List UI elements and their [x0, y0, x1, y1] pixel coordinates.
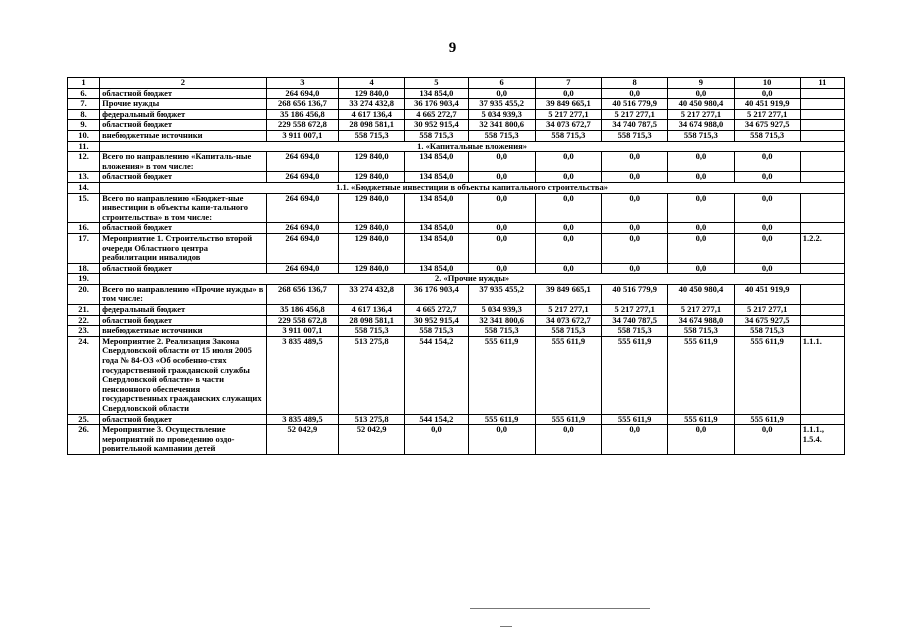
value-cell: 229 558 672,8	[266, 315, 338, 326]
budget-table	[67, 77, 845, 455]
value-cell: 0,0	[734, 263, 800, 274]
row-number: 16.	[68, 223, 100, 234]
value-cell: 0,0	[535, 88, 601, 99]
value-cell: 40 516 779,9	[602, 284, 668, 304]
row-number: 21.	[68, 305, 100, 316]
value-cell: 0,0	[535, 223, 601, 234]
value-cell: 0,0	[602, 193, 668, 223]
value-cell: 0,0	[468, 233, 535, 263]
row-name: Мероприятие 2. Реализация Закона Свердловской области от 15 июля 2005 года № 84-ОЗ «Об особенно-стях государственной гражданской службы Свердловской области» в части пенсионного обеспечения государственных гражданских служащих Свердловской области	[100, 336, 267, 414]
value-cell: 34 675 927,5	[734, 120, 800, 131]
value-cell: 5 217 277,1	[668, 109, 734, 120]
reference-cell	[800, 305, 844, 316]
value-cell: 0,0	[602, 152, 668, 172]
value-cell: 0,0	[668, 88, 734, 99]
value-cell: 558 715,3	[734, 130, 800, 141]
header-cell: 11	[800, 78, 844, 89]
value-cell: 268 656 136,7	[266, 99, 338, 110]
value-cell: 52 042,9	[266, 425, 338, 455]
value-cell: 0,0	[668, 263, 734, 274]
value-cell: 0,0	[468, 223, 535, 234]
value-cell: 3 911 007,1	[266, 130, 338, 141]
value-cell: 34 740 787,5	[602, 315, 668, 326]
row-name: федеральный бюджет	[100, 305, 267, 316]
value-cell: 555 611,9	[535, 414, 601, 425]
value-cell: 513 275,8	[339, 414, 405, 425]
table-row	[68, 88, 845, 99]
value-cell: 40 450 980,4	[668, 99, 734, 110]
header-cell: 1	[68, 78, 100, 89]
row-name: областной бюджет	[100, 120, 267, 131]
header-cell: 4	[339, 78, 405, 89]
section-title: 1.1. «Бюджетные инвестиции в объекты капитального строительства»	[100, 182, 845, 193]
value-cell: 34 674 988,0	[668, 315, 734, 326]
value-cell: 558 715,3	[602, 130, 668, 141]
value-cell: 558 715,3	[535, 130, 601, 141]
row-name: Прочие нужды	[100, 99, 267, 110]
page-number: 9	[448, 40, 457, 56]
value-cell: 0,0	[668, 223, 734, 234]
value-cell: 264 694,0	[266, 193, 338, 223]
value-cell: 264 694,0	[266, 223, 338, 234]
table-row	[68, 315, 845, 326]
value-cell: 264 694,0	[266, 152, 338, 172]
value-cell: 129 840,0	[339, 172, 405, 183]
value-cell: 558 715,3	[668, 130, 734, 141]
reference-cell	[800, 120, 844, 131]
value-cell: 37 935 455,2	[468, 284, 535, 304]
row-number: 15.	[68, 193, 100, 223]
value-cell: 35 186 456,8	[266, 305, 338, 316]
table-row	[68, 425, 845, 455]
value-cell: 52 042,9	[339, 425, 405, 455]
reference-cell	[800, 223, 844, 234]
value-cell: 558 715,3	[468, 326, 535, 337]
reference-cell	[800, 263, 844, 274]
row-name: областной бюджет	[100, 315, 267, 326]
reference-cell: 1.1.1., 1.5.4.	[800, 425, 844, 455]
section-title: 1. «Капитальные вложения»	[100, 141, 845, 152]
row-name: областной бюджет	[100, 88, 267, 99]
header-cell: 10	[734, 78, 800, 89]
value-cell: 129 840,0	[339, 223, 405, 234]
reference-cell	[800, 172, 844, 183]
value-cell: 229 558 672,8	[266, 120, 338, 131]
value-cell: 558 715,3	[468, 130, 535, 141]
value-cell: 34 073 672,7	[535, 120, 601, 131]
table-row	[68, 336, 845, 414]
row-name: Мероприятие 3. Осуществление мероприятий по проведению оздо-ровительной кампании детей	[100, 425, 267, 455]
row-number: 26.	[68, 425, 100, 455]
section-row	[68, 141, 845, 152]
value-cell: 28 098 581,1	[339, 120, 405, 131]
value-cell: 129 840,0	[339, 233, 405, 263]
row-name: областной бюджет	[100, 263, 267, 274]
value-cell: 129 840,0	[339, 193, 405, 223]
row-number: 25.	[68, 414, 100, 425]
section-title: 2. «Прочие нужды»	[100, 274, 845, 285]
value-cell: 34 740 787,5	[602, 120, 668, 131]
table-row	[68, 193, 845, 223]
row-number: 18.	[68, 263, 100, 274]
value-cell: 134 854,0	[405, 223, 468, 234]
value-cell: 40 451 919,9	[734, 284, 800, 304]
reference-cell	[800, 109, 844, 120]
value-cell: 3 911 007,1	[266, 326, 338, 337]
table-body	[68, 78, 845, 455]
value-cell: 32 341 800,6	[468, 315, 535, 326]
value-cell: 555 611,9	[602, 414, 668, 425]
row-number: 12.	[68, 152, 100, 172]
value-cell: 129 840,0	[339, 88, 405, 99]
reference-cell: 1.2.2.	[800, 233, 844, 263]
value-cell: 544 154,2	[405, 414, 468, 425]
row-number: 10.	[68, 130, 100, 141]
value-cell: 0,0	[668, 172, 734, 183]
value-cell: 0,0	[468, 425, 535, 455]
value-cell: 558 715,3	[339, 326, 405, 337]
reference-cell	[800, 152, 844, 172]
value-cell: 129 840,0	[339, 152, 405, 172]
header-cell: 5	[405, 78, 468, 89]
value-cell: 0,0	[535, 425, 601, 455]
value-cell: 0,0	[734, 88, 800, 99]
value-cell: 0,0	[602, 263, 668, 274]
table-row	[68, 284, 845, 304]
header-cell: 8	[602, 78, 668, 89]
value-cell: 5 217 277,1	[734, 109, 800, 120]
value-cell: 558 715,3	[734, 326, 800, 337]
row-number: 13.	[68, 172, 100, 183]
value-cell: 4 665 272,7	[405, 305, 468, 316]
header-cell: 3	[266, 78, 338, 89]
table-row	[68, 414, 845, 425]
value-cell: 555 611,9	[734, 414, 800, 425]
value-cell: 5 217 277,1	[602, 109, 668, 120]
value-cell: 134 854,0	[405, 152, 468, 172]
value-cell: 5 217 277,1	[535, 109, 601, 120]
value-cell: 36 176 903,4	[405, 99, 468, 110]
value-cell: 0,0	[734, 152, 800, 172]
value-cell: 0,0	[668, 425, 734, 455]
value-cell: 555 611,9	[668, 336, 734, 414]
value-cell: 0,0	[535, 263, 601, 274]
value-cell: 0,0	[668, 152, 734, 172]
row-number: 20.	[68, 284, 100, 304]
row-number: 11.	[68, 141, 100, 152]
value-cell: 555 611,9	[468, 414, 535, 425]
reference-cell: 1.1.1.	[800, 336, 844, 414]
table-row	[68, 233, 845, 263]
row-number: 23.	[68, 326, 100, 337]
value-cell: 36 176 903,4	[405, 284, 468, 304]
value-cell: 0,0	[602, 88, 668, 99]
row-name: внебюджетные источники	[100, 326, 267, 337]
value-cell: 39 849 665,1	[535, 284, 601, 304]
value-cell: 40 450 980,4	[668, 284, 734, 304]
value-cell: 0,0	[405, 425, 468, 455]
value-cell: 4 617 136,4	[339, 109, 405, 120]
value-cell: 555 611,9	[734, 336, 800, 414]
value-cell: 32 341 800,6	[468, 120, 535, 131]
reference-cell	[800, 414, 844, 425]
value-cell: 0,0	[535, 152, 601, 172]
table-row	[68, 223, 845, 234]
value-cell: 5 034 939,3	[468, 109, 535, 120]
reference-cell	[800, 193, 844, 223]
value-cell: 0,0	[468, 193, 535, 223]
row-number: 7.	[68, 99, 100, 110]
value-cell: 0,0	[602, 223, 668, 234]
reference-cell	[800, 284, 844, 304]
value-cell: 0,0	[535, 233, 601, 263]
header-cell: 9	[668, 78, 734, 89]
section-row	[68, 182, 845, 193]
value-cell: 34 674 988,0	[668, 120, 734, 131]
value-cell: 5 217 277,1	[734, 305, 800, 316]
row-name: Мероприятие 1. Строительство второй очереди Областного центра реабилитации инвалидов	[100, 233, 267, 263]
value-cell: 3 835 489,5	[266, 336, 338, 414]
row-number: 17.	[68, 233, 100, 263]
table-row	[68, 152, 845, 172]
value-cell: 0,0	[602, 425, 668, 455]
table-row	[68, 130, 845, 141]
value-cell: 0,0	[734, 233, 800, 263]
table-row	[68, 263, 845, 274]
value-cell: 4 665 272,7	[405, 109, 468, 120]
value-cell: 39 849 665,1	[535, 99, 601, 110]
value-cell: 30 952 915,4	[405, 315, 468, 326]
row-number: 9.	[68, 120, 100, 131]
value-cell: 0,0	[535, 193, 601, 223]
row-name: федеральный бюджет	[100, 109, 267, 120]
row-name: Всего по направлению «Прочие нужды» в том числе:	[100, 284, 267, 304]
value-cell: 134 854,0	[405, 172, 468, 183]
value-cell: 558 715,3	[602, 326, 668, 337]
value-cell: 5 034 939,3	[468, 305, 535, 316]
value-cell: 555 611,9	[602, 336, 668, 414]
value-cell: 0,0	[602, 172, 668, 183]
value-cell: 33 274 432,8	[339, 99, 405, 110]
value-cell: 40 516 779,9	[602, 99, 668, 110]
row-number: 22.	[68, 315, 100, 326]
row-name: областной бюджет	[100, 414, 267, 425]
reference-cell	[800, 326, 844, 337]
value-cell: 264 694,0	[266, 172, 338, 183]
value-cell: 134 854,0	[405, 233, 468, 263]
value-cell: 0,0	[734, 172, 800, 183]
value-cell: 544 154,2	[405, 336, 468, 414]
value-cell: 134 854,0	[405, 193, 468, 223]
value-cell: 40 451 919,9	[734, 99, 800, 110]
scan-artifact-line	[470, 608, 650, 609]
value-cell: 5 217 277,1	[668, 305, 734, 316]
section-row	[68, 274, 845, 285]
table-row	[68, 326, 845, 337]
value-cell: 558 715,3	[535, 326, 601, 337]
value-cell: 33 274 432,8	[339, 284, 405, 304]
value-cell: 558 715,3	[339, 130, 405, 141]
value-cell: 5 217 277,1	[535, 305, 601, 316]
value-cell: 37 935 455,2	[468, 99, 535, 110]
value-cell: 558 715,3	[405, 130, 468, 141]
value-cell: 0,0	[468, 88, 535, 99]
value-cell: 0,0	[668, 233, 734, 263]
value-cell: 0,0	[602, 233, 668, 263]
row-number: 6.	[68, 88, 100, 99]
value-cell: 35 186 456,8	[266, 109, 338, 120]
reference-cell	[800, 315, 844, 326]
value-cell: 264 694,0	[266, 88, 338, 99]
value-cell: 0,0	[734, 193, 800, 223]
value-cell: 0,0	[734, 425, 800, 455]
value-cell: 0,0	[468, 263, 535, 274]
value-cell: 0,0	[668, 193, 734, 223]
row-number: 19.	[68, 274, 100, 285]
header-cell: 2	[100, 78, 267, 89]
table-row	[68, 120, 845, 131]
header-row	[68, 78, 845, 89]
table-row	[68, 109, 845, 120]
reference-cell	[800, 99, 844, 110]
table-row	[68, 99, 845, 110]
reference-cell	[800, 130, 844, 141]
scan-artifact-dash	[500, 626, 512, 627]
value-cell: 513 275,8	[339, 336, 405, 414]
row-number: 24.	[68, 336, 100, 414]
value-cell: 134 854,0	[405, 88, 468, 99]
row-name: Всего по направлению «Капиталь-ные вложения» в том числе:	[100, 152, 267, 172]
value-cell: 558 715,3	[405, 326, 468, 337]
value-cell: 555 611,9	[535, 336, 601, 414]
value-cell: 264 694,0	[266, 263, 338, 274]
header-cell: 6	[468, 78, 535, 89]
value-cell: 555 611,9	[468, 336, 535, 414]
row-name: областной бюджет	[100, 172, 267, 183]
value-cell: 0,0	[468, 152, 535, 172]
row-name: внебюджетные источники	[100, 130, 267, 141]
value-cell: 5 217 277,1	[602, 305, 668, 316]
row-name: Всего по направлению «Бюджет-ные инвестиции в объекты капи-тального строительства» в том числе:	[100, 193, 267, 223]
value-cell: 30 952 915,4	[405, 120, 468, 131]
value-cell: 129 840,0	[339, 263, 405, 274]
value-cell: 0,0	[535, 172, 601, 183]
table-row	[68, 172, 845, 183]
value-cell: 558 715,3	[668, 326, 734, 337]
value-cell: 0,0	[468, 172, 535, 183]
value-cell: 34 073 672,7	[535, 315, 601, 326]
value-cell: 555 611,9	[668, 414, 734, 425]
row-number: 8.	[68, 109, 100, 120]
value-cell: 34 675 927,5	[734, 315, 800, 326]
value-cell: 4 617 136,4	[339, 305, 405, 316]
value-cell: 134 854,0	[405, 263, 468, 274]
value-cell: 28 098 581,1	[339, 315, 405, 326]
header-cell: 7	[535, 78, 601, 89]
value-cell: 3 835 489,5	[266, 414, 338, 425]
value-cell: 268 656 136,7	[266, 284, 338, 304]
reference-cell	[800, 88, 844, 99]
row-number: 14.	[68, 182, 100, 193]
value-cell: 264 694,0	[266, 233, 338, 263]
table-row	[68, 305, 845, 316]
row-name: областной бюджет	[100, 223, 267, 234]
value-cell: 0,0	[734, 223, 800, 234]
